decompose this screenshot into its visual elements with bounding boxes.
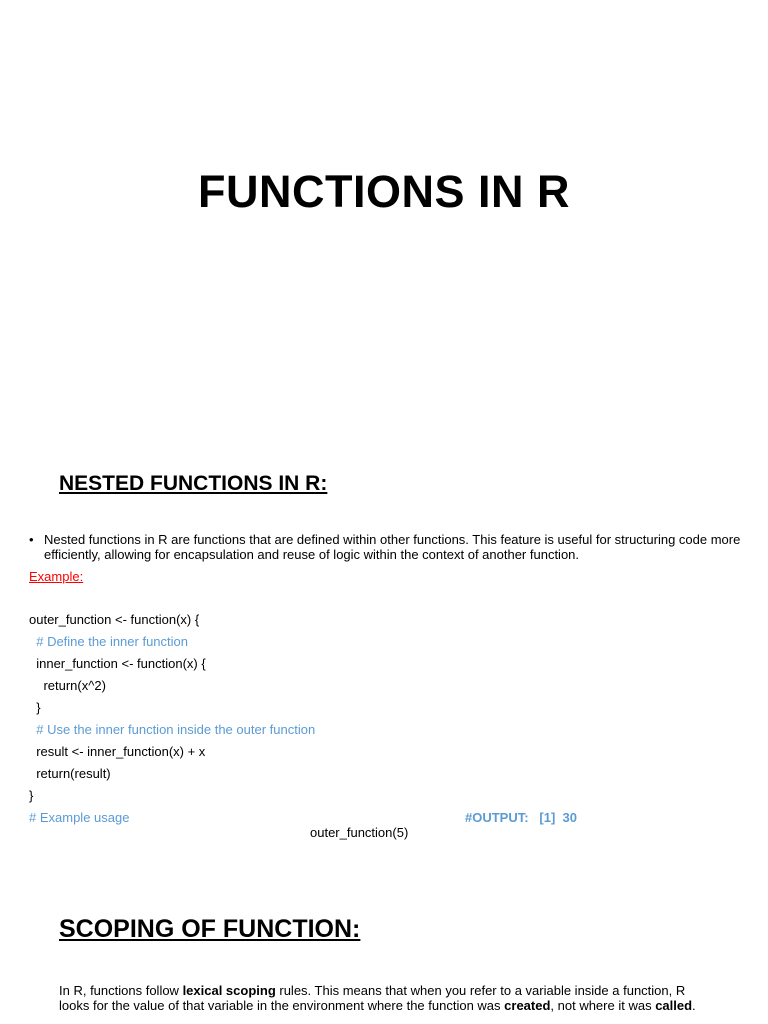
paragraph-bold-term: created — [504, 998, 551, 1013]
code-comment-line: # Define the inner function — [29, 634, 188, 649]
paragraph-bold-term: lexical scoping — [182, 983, 276, 998]
scoping-paragraph — [59, 983, 719, 1013]
code-line: } — [29, 788, 34, 803]
paragraph-text: In R, functions follow — [59, 983, 183, 998]
code-comment-line: # Use the inner function inside the outer function — [29, 722, 316, 737]
code-comment-line: # Example usage — [29, 810, 130, 825]
paragraph-text: rules. This means that when you refer to a variable inside a function, R looks for the value of that variable in the environment where the function was — [59, 983, 686, 1013]
output-note: #OUTPUT: [1] 30 — [465, 810, 577, 825]
scoping-heading: SCOPING OF FUNCTION: — [59, 915, 361, 943]
example-label: Example: — [29, 569, 84, 584]
code-line: return(result) — [29, 766, 111, 781]
page-title: FUNCTIONS IN R — [198, 166, 570, 217]
code-line: outer_function <- function(x) { — [29, 612, 200, 627]
paragraph-bold-term: called — [655, 998, 693, 1013]
paragraph-text: . — [692, 998, 696, 1013]
bullet-marker: • — [29, 532, 34, 547]
code-line: } — [29, 700, 41, 715]
nested-functions-description: Nested functions in R are functions that are defined within other functions. This feature is useful for structuring code more efficiently, allowing for encapsulation and reuse of logic within the context of another function. — [44, 532, 741, 562]
nested-functions-heading: NESTED FUNCTIONS IN R: — [59, 472, 328, 495]
code-line: inner_function <- function(x) { — [29, 656, 206, 671]
code-line: return(x^2) — [29, 678, 106, 693]
code-line: result <- inner_function(x) + x — [29, 744, 206, 759]
function-call: outer_function(5) — [310, 825, 409, 840]
paragraph-text: , not where it was — [550, 998, 656, 1013]
